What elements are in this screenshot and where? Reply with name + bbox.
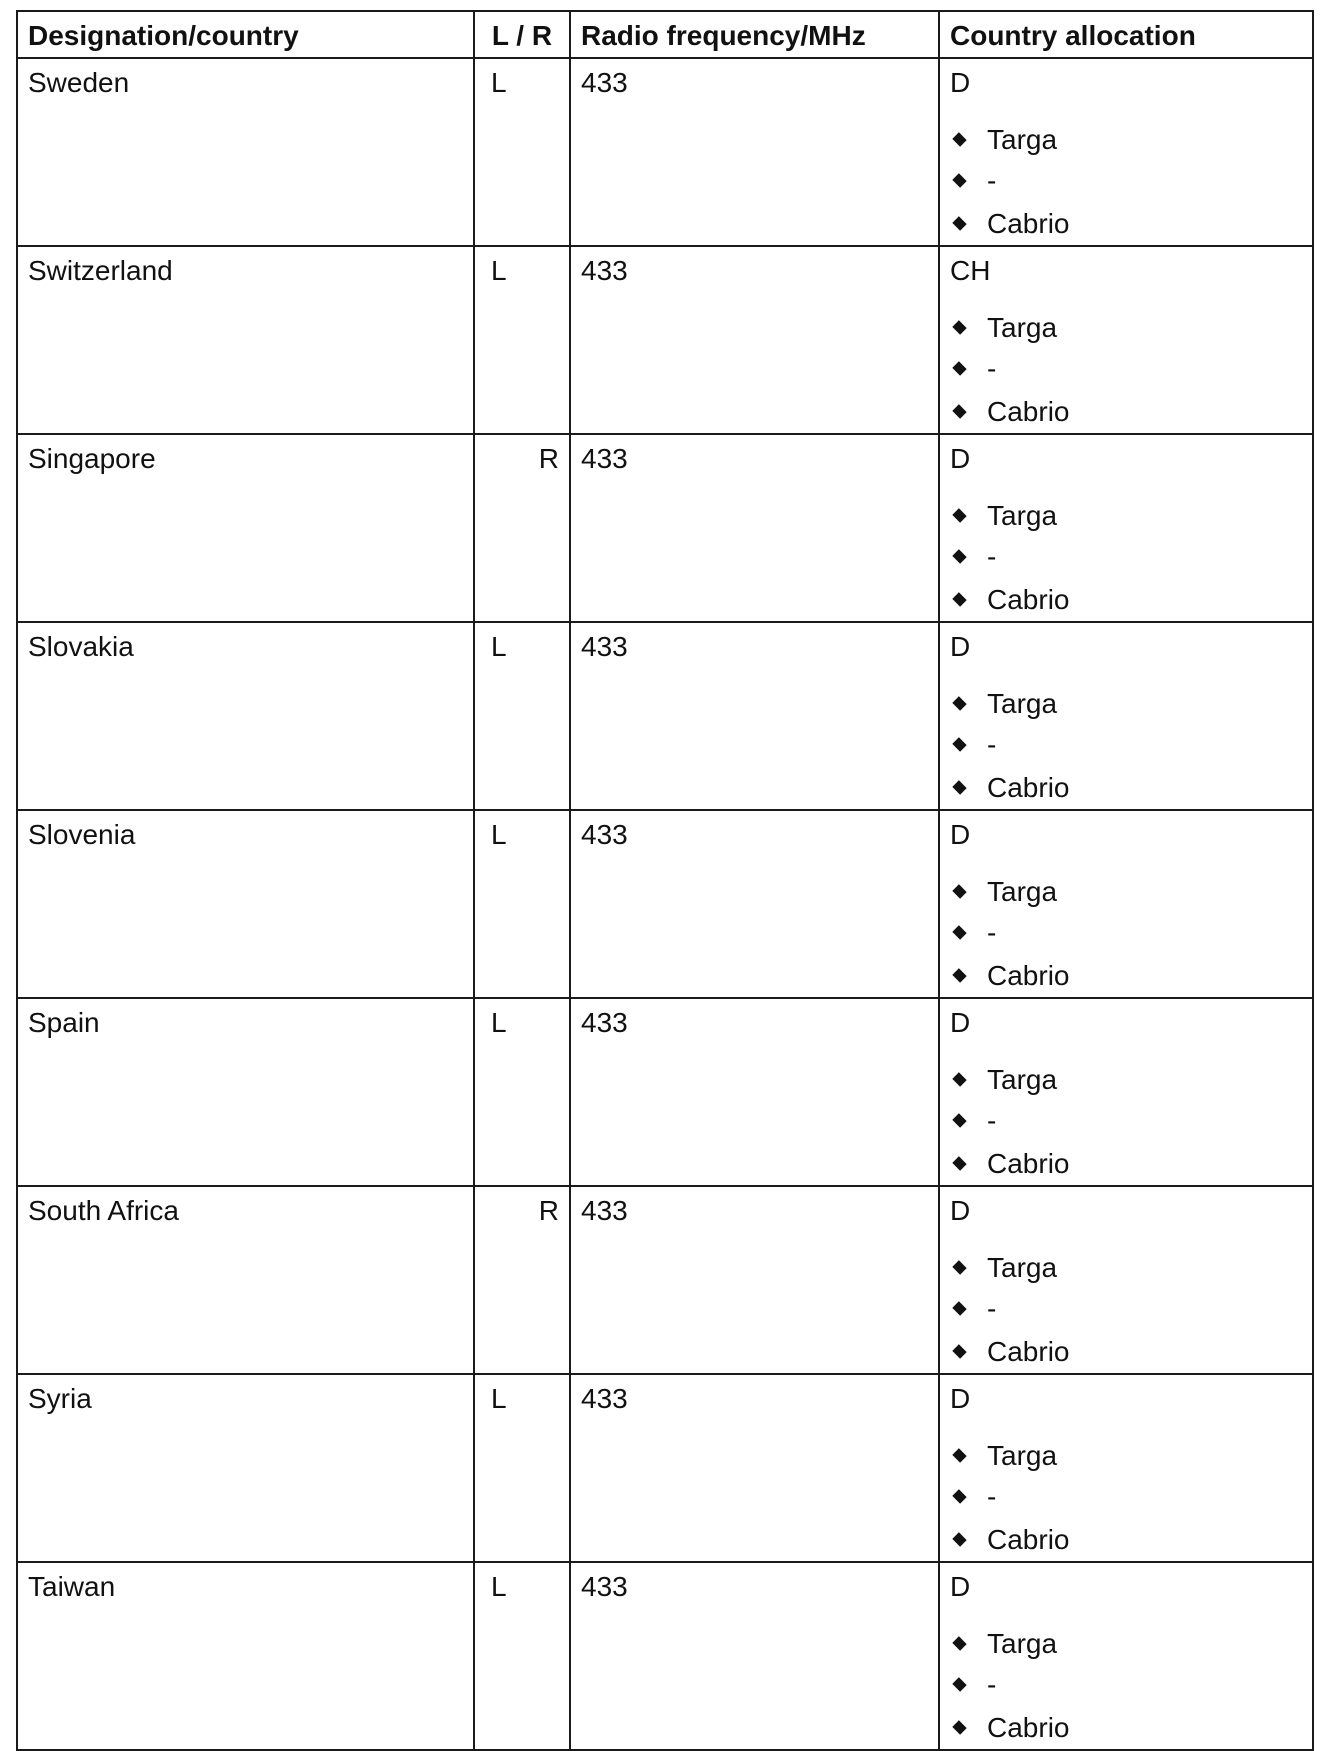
bullet-icon xyxy=(952,1260,966,1274)
bullet-icon xyxy=(952,925,966,939)
bullet-icon xyxy=(952,173,966,187)
frequency-cell: 433 xyxy=(570,998,939,1186)
frequency-cell: 433 xyxy=(570,434,939,622)
list-item-text: Cabrio xyxy=(987,208,1070,239)
list-item xyxy=(950,1435,1302,1475)
list-item xyxy=(950,1142,1302,1185)
list-item xyxy=(950,578,1302,621)
list-item xyxy=(950,1330,1302,1373)
bullet-icon xyxy=(952,884,966,898)
bullet-icon xyxy=(952,968,966,982)
bullet-icon xyxy=(952,1301,966,1315)
list-item-text: - xyxy=(987,1293,997,1324)
list-item xyxy=(950,723,1302,766)
list-item xyxy=(950,390,1302,433)
list-item-text: Cabrio xyxy=(987,1712,1070,1743)
list-item xyxy=(950,1706,1302,1749)
list-item xyxy=(950,683,1302,723)
country-cell: Slovenia xyxy=(17,810,474,998)
list-item xyxy=(950,495,1302,535)
list-item xyxy=(950,307,1302,347)
bullet-icon xyxy=(952,1720,966,1734)
list-item xyxy=(950,347,1302,390)
lr-cell: L xyxy=(474,1374,570,1562)
lr-cell: L xyxy=(474,998,570,1186)
frequency-cell: 433 xyxy=(570,810,939,998)
table-header xyxy=(17,11,1313,58)
list-item-text: - xyxy=(987,353,997,384)
list-item-text: Targa xyxy=(987,875,1058,907)
header-lr: L / R xyxy=(474,11,570,58)
list-item xyxy=(950,1475,1302,1518)
bullet-icon xyxy=(952,780,966,794)
table-body xyxy=(17,58,1313,1750)
bullet-icon xyxy=(952,404,966,418)
country-cell: Sweden xyxy=(17,58,474,246)
allocation-code: D xyxy=(950,1383,971,1414)
lr-cell: R xyxy=(474,434,570,622)
list-item-text: Targa xyxy=(987,1251,1058,1283)
allocation-code: D xyxy=(950,819,971,850)
list-item xyxy=(950,535,1302,578)
allocation-cell xyxy=(939,998,1313,1186)
bullet-icon xyxy=(952,361,966,375)
table-row xyxy=(17,58,1313,246)
list-item-text: Cabrio xyxy=(987,1336,1070,1367)
allocation-list xyxy=(950,1435,1302,1561)
allocation-code: D xyxy=(950,1007,971,1038)
frequency-cell: 433 xyxy=(570,246,939,434)
list-item xyxy=(950,1287,1302,1330)
allocation-list xyxy=(950,1247,1302,1373)
lr-cell: L xyxy=(474,622,570,810)
frequency-cell: 433 xyxy=(570,622,939,810)
list-item-text: - xyxy=(987,165,997,196)
bullet-icon xyxy=(952,1532,966,1546)
bullet-icon xyxy=(952,320,966,334)
list-item-text: Targa xyxy=(987,1063,1058,1095)
list-item xyxy=(950,911,1302,954)
list-item-text: - xyxy=(987,1669,997,1700)
allocation-list xyxy=(950,871,1302,997)
bullet-icon xyxy=(952,1072,966,1086)
list-item xyxy=(950,766,1302,809)
country-cell: Spain xyxy=(17,998,474,1186)
allocation-cell xyxy=(939,246,1313,434)
allocation-cell xyxy=(939,810,1313,998)
list-item-text: Cabrio xyxy=(987,960,1070,991)
list-item-text: Cabrio xyxy=(987,772,1070,803)
country-cell: Switzerland xyxy=(17,246,474,434)
allocation-code: D xyxy=(950,443,971,474)
table-row xyxy=(17,1374,1313,1562)
list-item xyxy=(950,1099,1302,1142)
frequency-cell: 433 xyxy=(570,1562,939,1750)
country-cell: Slovakia xyxy=(17,622,474,810)
table-row xyxy=(17,810,1313,998)
list-item-text: Cabrio xyxy=(987,1148,1070,1179)
country-cell: Singapore xyxy=(17,434,474,622)
list-item xyxy=(950,1518,1302,1561)
allocation-code: D xyxy=(950,1195,971,1226)
list-item-text: Cabrio xyxy=(987,584,1070,615)
table-row xyxy=(17,1562,1313,1750)
bullet-icon xyxy=(952,737,966,751)
list-item xyxy=(950,159,1302,202)
frequency-cell: 433 xyxy=(570,58,939,246)
table-row xyxy=(17,434,1313,622)
table-row xyxy=(17,998,1313,1186)
header-row xyxy=(17,11,1313,58)
lr-cell: L xyxy=(474,58,570,246)
allocation-cell xyxy=(939,434,1313,622)
allocation-list xyxy=(950,307,1302,433)
list-item-text: - xyxy=(987,1105,997,1136)
bullet-icon xyxy=(952,1156,966,1170)
table-row xyxy=(17,1186,1313,1374)
lr-cell: L xyxy=(474,810,570,998)
country-cell: South Africa xyxy=(17,1186,474,1374)
allocation-cell xyxy=(939,58,1313,246)
list-item-text: Cabrio xyxy=(987,1524,1070,1555)
allocation-code: D xyxy=(950,631,971,662)
bullet-icon xyxy=(952,549,966,563)
bullet-icon xyxy=(952,1344,966,1358)
allocation-list xyxy=(950,683,1302,809)
bullet-icon xyxy=(952,508,966,522)
allocation-code: CH xyxy=(950,255,991,286)
table-row xyxy=(17,246,1313,434)
header-designation: Designation/country xyxy=(17,11,474,58)
bullet-icon xyxy=(952,1677,966,1691)
lr-cell: L xyxy=(474,246,570,434)
list-item xyxy=(950,871,1302,911)
bullet-icon xyxy=(952,1636,966,1650)
allocation-code: D xyxy=(950,67,971,98)
frequency-cell: 433 xyxy=(570,1374,939,1562)
list-item-text: Cabrio xyxy=(987,396,1070,427)
list-item-text: - xyxy=(987,1481,997,1512)
bullet-icon xyxy=(952,1113,966,1127)
list-item-text: Targa xyxy=(987,1627,1058,1659)
allocation-cell xyxy=(939,1186,1313,1374)
header-frequency: Radio frequency/MHz xyxy=(570,11,939,58)
list-item-text: - xyxy=(987,541,997,572)
allocation-cell xyxy=(939,622,1313,810)
bullet-icon xyxy=(952,592,966,606)
lr-cell: L xyxy=(474,1562,570,1750)
allocation-list xyxy=(950,495,1302,621)
bullet-icon xyxy=(952,1448,966,1462)
lr-cell: R xyxy=(474,1186,570,1374)
list-item-text: - xyxy=(987,729,997,760)
allocation-code: D xyxy=(950,1571,971,1602)
list-item xyxy=(950,954,1302,997)
allocation-list xyxy=(950,1623,1302,1749)
list-item-text: Targa xyxy=(987,687,1058,719)
list-item xyxy=(950,1663,1302,1706)
list-item-text: Targa xyxy=(987,1439,1058,1471)
bullet-icon xyxy=(952,132,966,146)
allocation-list xyxy=(950,119,1302,245)
list-item-text: Targa xyxy=(987,311,1058,343)
country-cell: Syria xyxy=(17,1374,474,1562)
allocation-cell xyxy=(939,1374,1313,1562)
list-item xyxy=(950,1059,1302,1099)
list-item-text: - xyxy=(987,917,997,948)
list-item-text: Targa xyxy=(987,123,1058,155)
frequency-cell: 433 xyxy=(570,1186,939,1374)
header-allocation: Country allocation xyxy=(939,11,1313,58)
list-item-text: Targa xyxy=(987,499,1058,531)
bullet-icon xyxy=(952,696,966,710)
list-item xyxy=(950,202,1302,245)
country-allocation-table xyxy=(16,10,1314,1751)
allocation-list xyxy=(950,1059,1302,1185)
table-row xyxy=(17,622,1313,810)
list-item xyxy=(950,119,1302,159)
list-item xyxy=(950,1623,1302,1663)
bullet-icon xyxy=(952,216,966,230)
bullet-icon xyxy=(952,1489,966,1503)
allocation-cell xyxy=(939,1562,1313,1750)
country-cell: Taiwan xyxy=(17,1562,474,1750)
list-item xyxy=(950,1247,1302,1287)
